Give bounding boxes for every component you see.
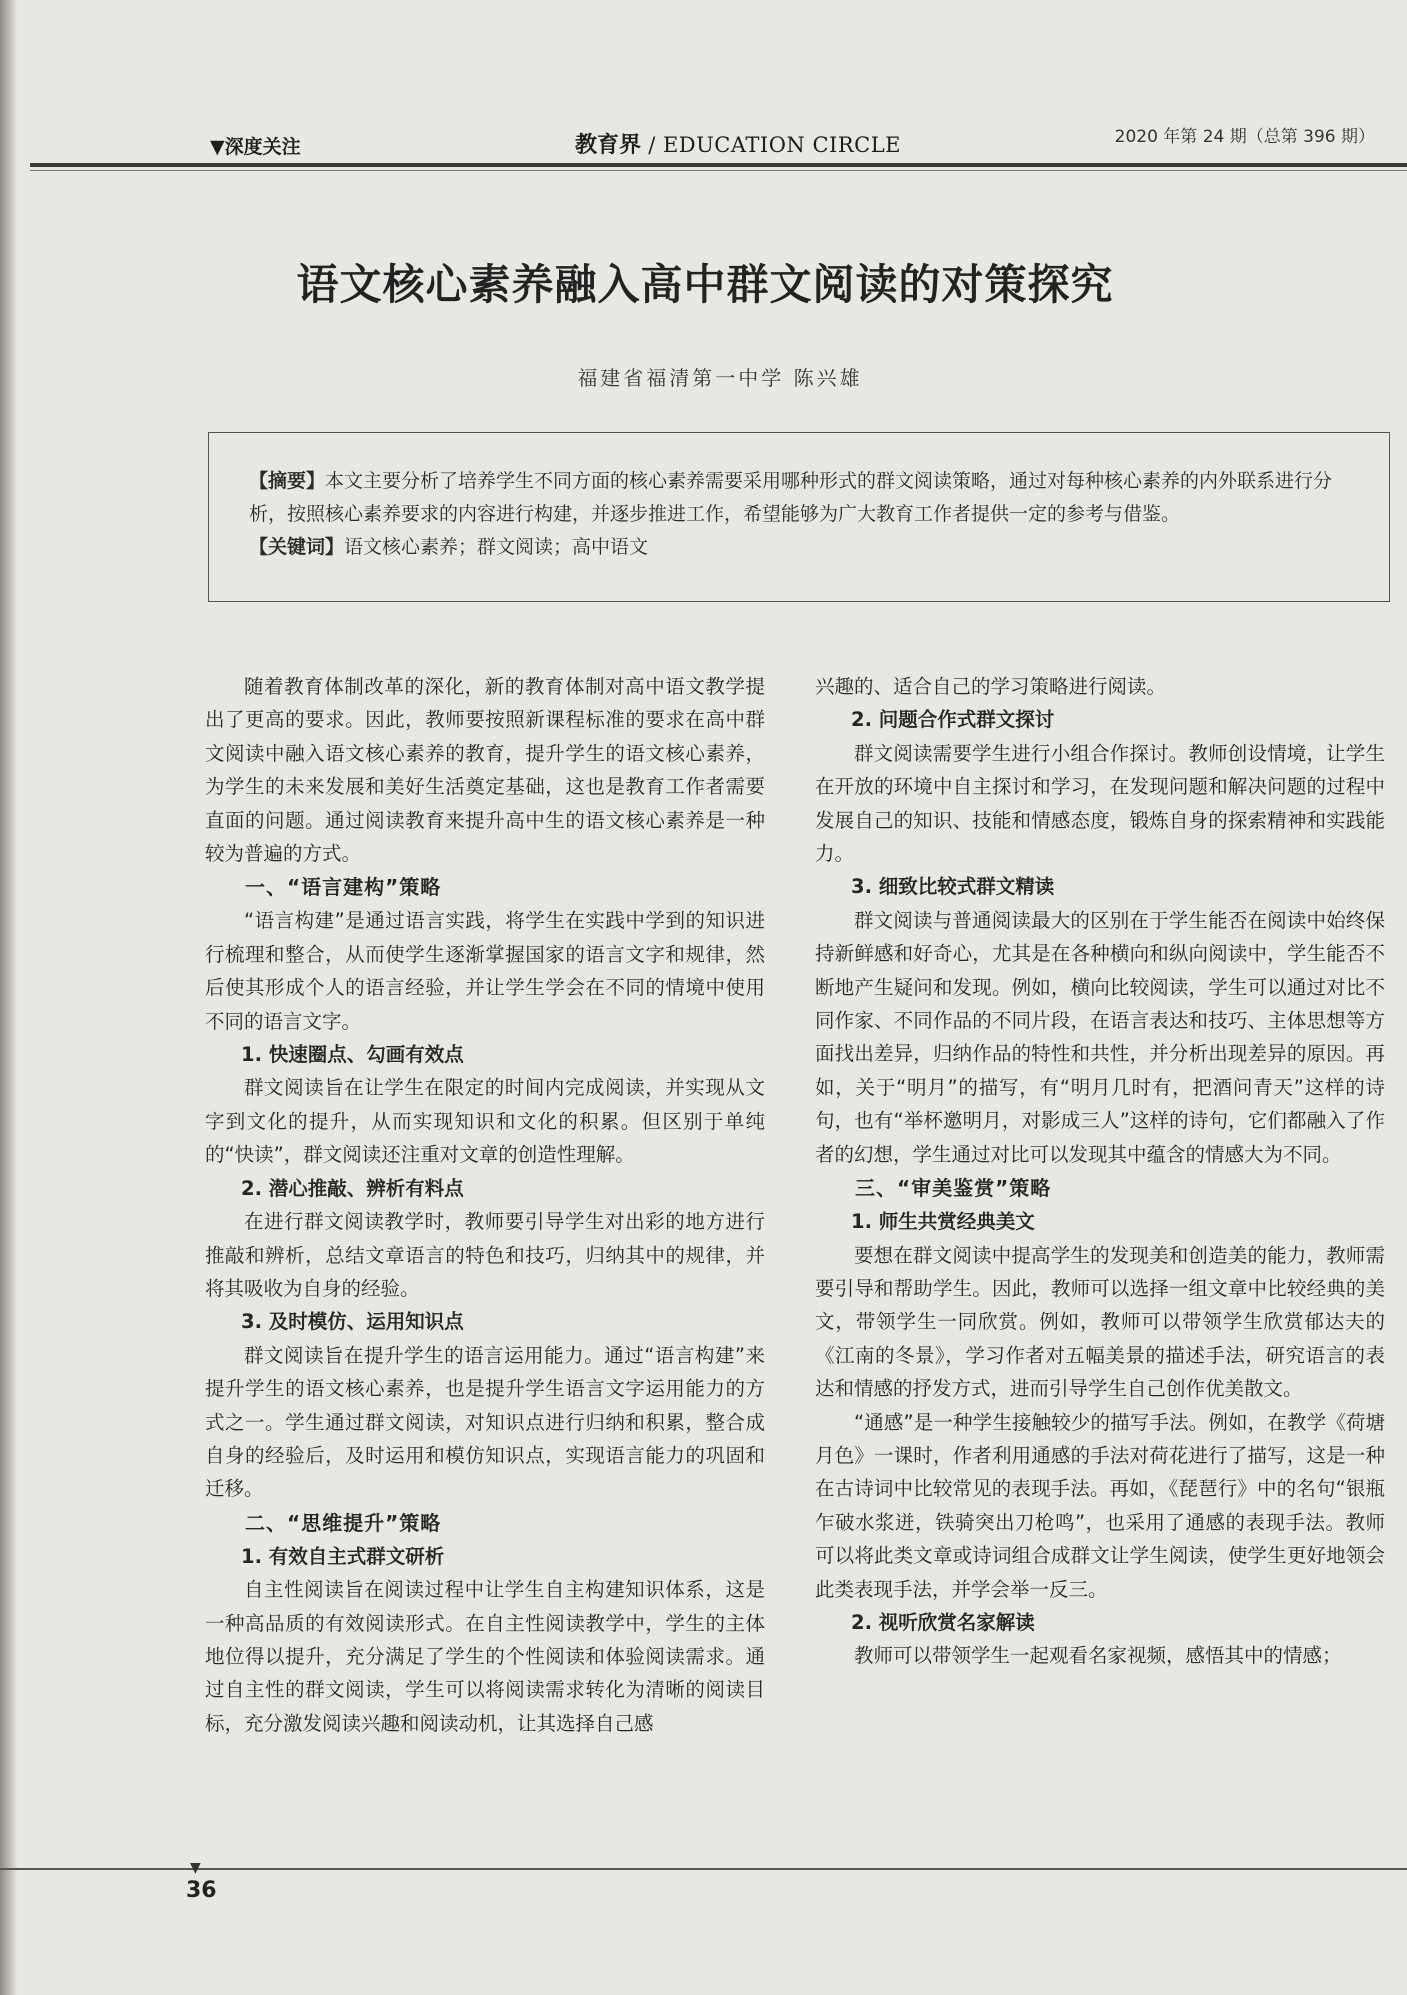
- subheading: 1. 快速圈点、勾画有效点: [241, 1043, 464, 1067]
- footer-marker-icon: ▼: [190, 1860, 201, 1876]
- subheading: 3. 细致比较式群文精读: [851, 875, 1055, 899]
- paragraph: “语言构建”是通过语言实践，将学生在实践中学到的知识进行梳理和整合，从而使学生逐渐掌握国家的语言文字和规律，然后使其形成个人的语言经验，并让学生学会在不同的情境中使用不同的语言文字。: [205, 909, 765, 1033]
- paragraph: 在进行群文阅读教学时，教师要引导学生对出彩的地方进行推敲和辨析，总结文章语言的特色和技巧，归纳其中的规律，并将其吸收为自身的经验。: [205, 1210, 765, 1300]
- subheading: 3. 及时模仿、运用知识点: [241, 1310, 464, 1334]
- page-header: [200, 124, 1385, 164]
- subheading: 2. 潜心推敲、辨析有料点: [241, 1176, 464, 1200]
- left-column: [205, 670, 765, 1740]
- paragraph: 群文阅读旨在提升学生的语言运用能力。通过“语言构建”来提升学生的语文核心素养，也是提升学生语言文字运用能力的方式之一。学生通过群文阅读，对知识点进行归纳和积累，整合成自身的经验后，及时运用和模仿知识点，实现语言能力的巩固和迁移。: [205, 1343, 765, 1501]
- subheading: 1. 有效自主式群文研析: [241, 1544, 445, 1568]
- header-rule-thin: [30, 170, 1407, 171]
- magazine-name-cn: 教育界: [575, 133, 642, 158]
- paragraph: 要想在群文阅读中提高学生的发现美和创造美的能力，教师需要引导和帮助学生。因此，教师可以选择一组文章中比较经典的美文，带领学生一同欣赏。例如，教师可以带领学生欣赏郁达夫的《江南的冬景》，学习作者对五幅美景的描述手法，研究语言的表达和情感的抒发方式，进而引导学生自己创作优美散文。: [815, 1243, 1385, 1401]
- section-heading-3: 三、“审美鉴赏”策略: [855, 1176, 1052, 1201]
- section-heading-2: 二、“思维提升”策略: [245, 1510, 442, 1535]
- issue-info: 2020 年第 24 期（总第 396 期）: [1114, 127, 1375, 147]
- abstract-paragraph: [249, 465, 1349, 531]
- paragraph: “通感”是一种学生接触较少的描写手法。例如，在教学《荷塘月色》一课时，作者利用通感的手法对荷花进行了描写，这是一种在古诗词中比较常见的表现手法。再如，《琵琶行》中的名句“银瓶乍破水浆迸，铁骑突出刀枪鸣”，也采用了通感的表现手法。教师可以将此类文章或诗词组合成群文让学生阅读，使学生更好地领会此类表现手法，并学会举一反三。: [815, 1410, 1385, 1601]
- page-binding-edge: [0, 0, 18, 1995]
- keywords-label: 【关键词】: [249, 536, 345, 558]
- subheading: 2. 视听欣赏名家解读: [851, 1610, 1035, 1634]
- section-heading-1: 一、“语言建构”策略: [245, 875, 442, 900]
- paragraph: 群文阅读需要学生进行小组合作探讨。教师创设情境，让学生在开放的环境中自主探讨和学习，在发现问题和解决问题的过程中发展自己的知识、技能和情感态度，锻炼自身的探索精神和实践能力。: [815, 741, 1385, 866]
- magazine-name: [575, 128, 901, 159]
- abstract-label: 【摘要】: [249, 470, 326, 492]
- footer-rule: [0, 1868, 1407, 1870]
- paragraph: 群文阅读旨在让学生在限定的时间内完成阅读，并实现从文字到文化的提升，从而实现知识和文化的积累。但区别于单纯的“快读”，群文阅读还注重对文章的创造性理解。: [205, 1076, 765, 1167]
- subheading: 2. 问题合作式群文探讨: [851, 708, 1055, 732]
- keywords-text: 语文核心素养；群文阅读；高中语文: [344, 536, 649, 558]
- intro-paragraph: 随着教育体制改革的深化，新的教育体制对高中语文教学提出了更高的要求。因此，教师要按照新课程标准的要求在高中群文阅读中融入语文核心素养的教育，提升学生的语文核心素养，为学生的未来发展和美好生活奠定基础，这也是教育工作者需要直面的问题。通过阅读教育来提升高中生的语文核心素养是一种较为普遍的方式。: [205, 675, 765, 866]
- paragraph: 群文阅读与普通阅读最大的区别在于学生能否在阅读中始终保持新鲜感和好奇心，尤其是在各种横向和纵向阅读中，学生能否不断地产生疑问和发现。例如，横向比较阅读，学生可以通过对比不同作家、不同作品的不同片段，在语言表达和技巧、主体思想等方面找出差异，归纳作品的特性和共性，并分析出现差异的原因。再如，关于“明月”的描写，有“明月几时有，把酒问青天”这样的诗句，也有“举杯邀明月，对影成三人”这样的诗句，它们都融入了作者的幻想，学生通过对比可以发现其中蕴含的情感大为不同。: [815, 908, 1385, 1166]
- section-label: ▼深度关注: [210, 136, 301, 158]
- right-column: [815, 670, 1385, 1673]
- article-author: 福建省福清第一中学 陈兴雄: [577, 366, 863, 390]
- magazine-name-en: / EDUCATION CIRCLE: [641, 133, 901, 157]
- keywords-paragraph: [249, 531, 1349, 564]
- paragraph: 自主性阅读旨在阅读过程中让学生自主构建知识体系，这是一种高品质的有效阅读形式。在自主性阅读教学中，学生的主体地位得以提升，充分满足了学生的个性阅读和体验阅读需求。通过自主性的群文阅读，学生可以将阅读需求转化为清晰的阅读目标，充分激发阅读兴趣和阅读动机，让其选择自己感: [205, 1578, 765, 1735]
- abstract-box: [208, 432, 1390, 602]
- header-rule: [30, 163, 1407, 167]
- abstract-text: 本文主要分析了培养学生不同方面的核心素养需要采用哪种形式的群文阅读策略，通过对每种核心素养的内外联系进行分析，按照核心素养要求的内容进行构建，并逐步推进工作，希望能够为广大教育工作者提供一定的参考与借鉴。: [249, 470, 1333, 525]
- page-number: 36: [186, 1878, 217, 1903]
- paragraph: 教师可以带领学生一起观看名家视频，感悟其中的情感；: [854, 1644, 1342, 1668]
- subheading: 1. 师生共赏经典美文: [851, 1210, 1035, 1234]
- article-title: 语文核心素养融入高中群文阅读的对策探究: [296, 260, 1114, 309]
- continued-paragraph: 兴趣的、适合自己的学习策略进行阅读。: [815, 675, 1167, 698]
